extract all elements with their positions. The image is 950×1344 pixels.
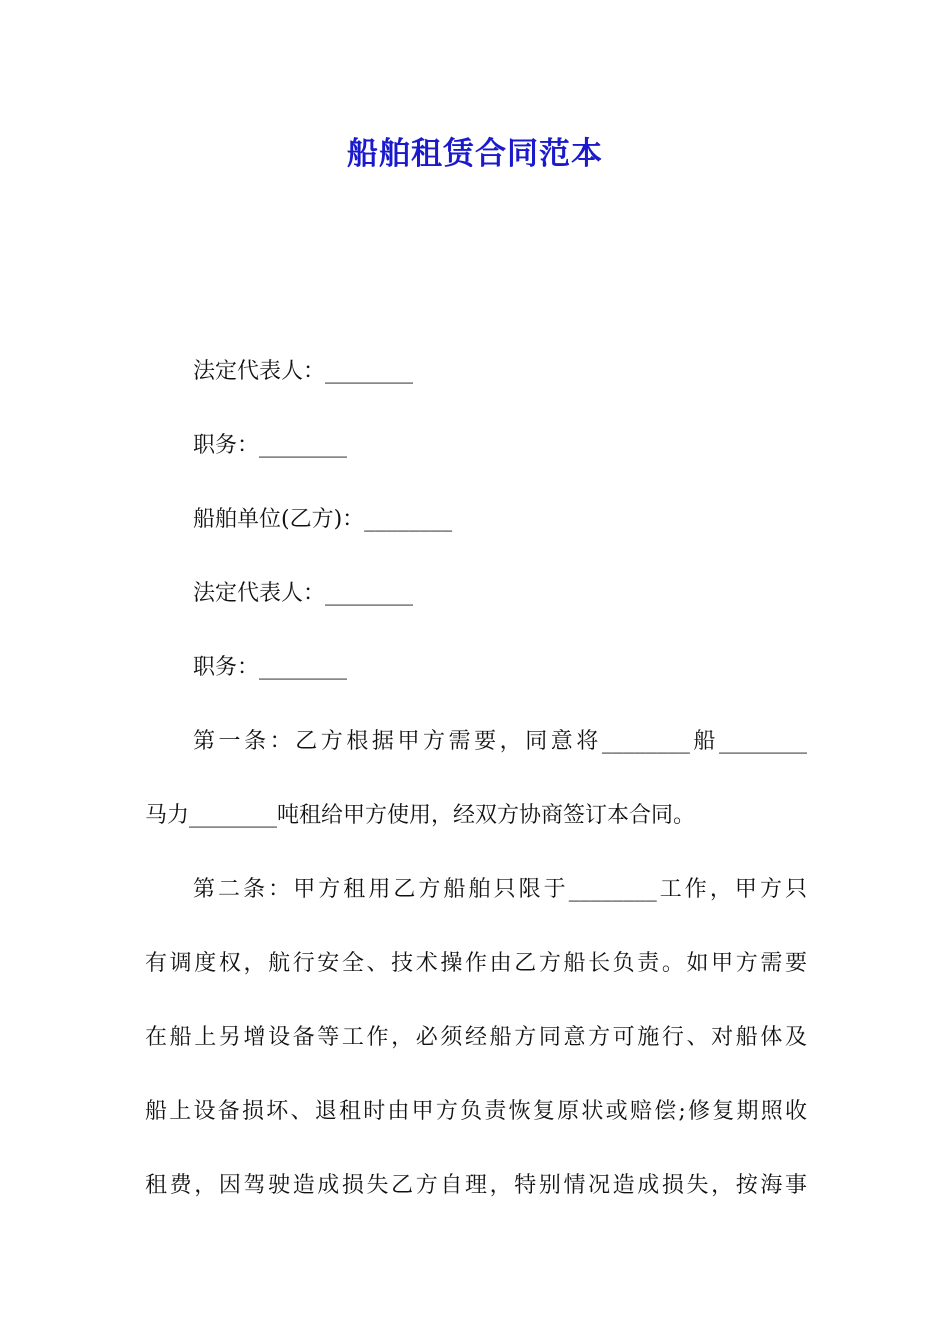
document-body — [145, 335, 807, 1223]
article-2-line-1: 第二条：甲方租用乙方船舶只限于________工作，甲方只 — [193, 877, 807, 902]
document-title: 船舶租赁合同范本 — [347, 136, 603, 172]
party-b-legal-representative-line: 法定代表人：________ — [193, 581, 414, 606]
party-b-position-line: 职务：________ — [193, 655, 348, 680]
article-1-line-2: 马力________吨租给甲方使用，经双方协商签订本合同。 — [145, 803, 696, 828]
party-b-ship-unit-line: 船舶单位(乙方)：________ — [193, 507, 453, 532]
article-2-line-2: 有调度权，航行安全、技术操作由乙方船长负责。如甲方需要 — [145, 951, 807, 976]
article-2-line-3: 在船上另增设备等工作，必须经船方同意方可施行、对船体及 — [145, 1025, 807, 1050]
article-1-line-1: 第一条：乙方根据甲方需要，同意将________船________ — [193, 729, 807, 754]
article-2-line-4: 船上设备损坏、退租时由甲方负责恢复原状或赔偿;修复期照收 — [145, 1099, 807, 1124]
party-a-legal-representative-line: 法定代表人：________ — [193, 359, 414, 384]
party-a-position-line: 职务：________ — [193, 433, 348, 458]
article-2-line-5: 租费，因驾驶造成损失乙方自理，特别情况造成损失，按海事 — [145, 1173, 807, 1198]
